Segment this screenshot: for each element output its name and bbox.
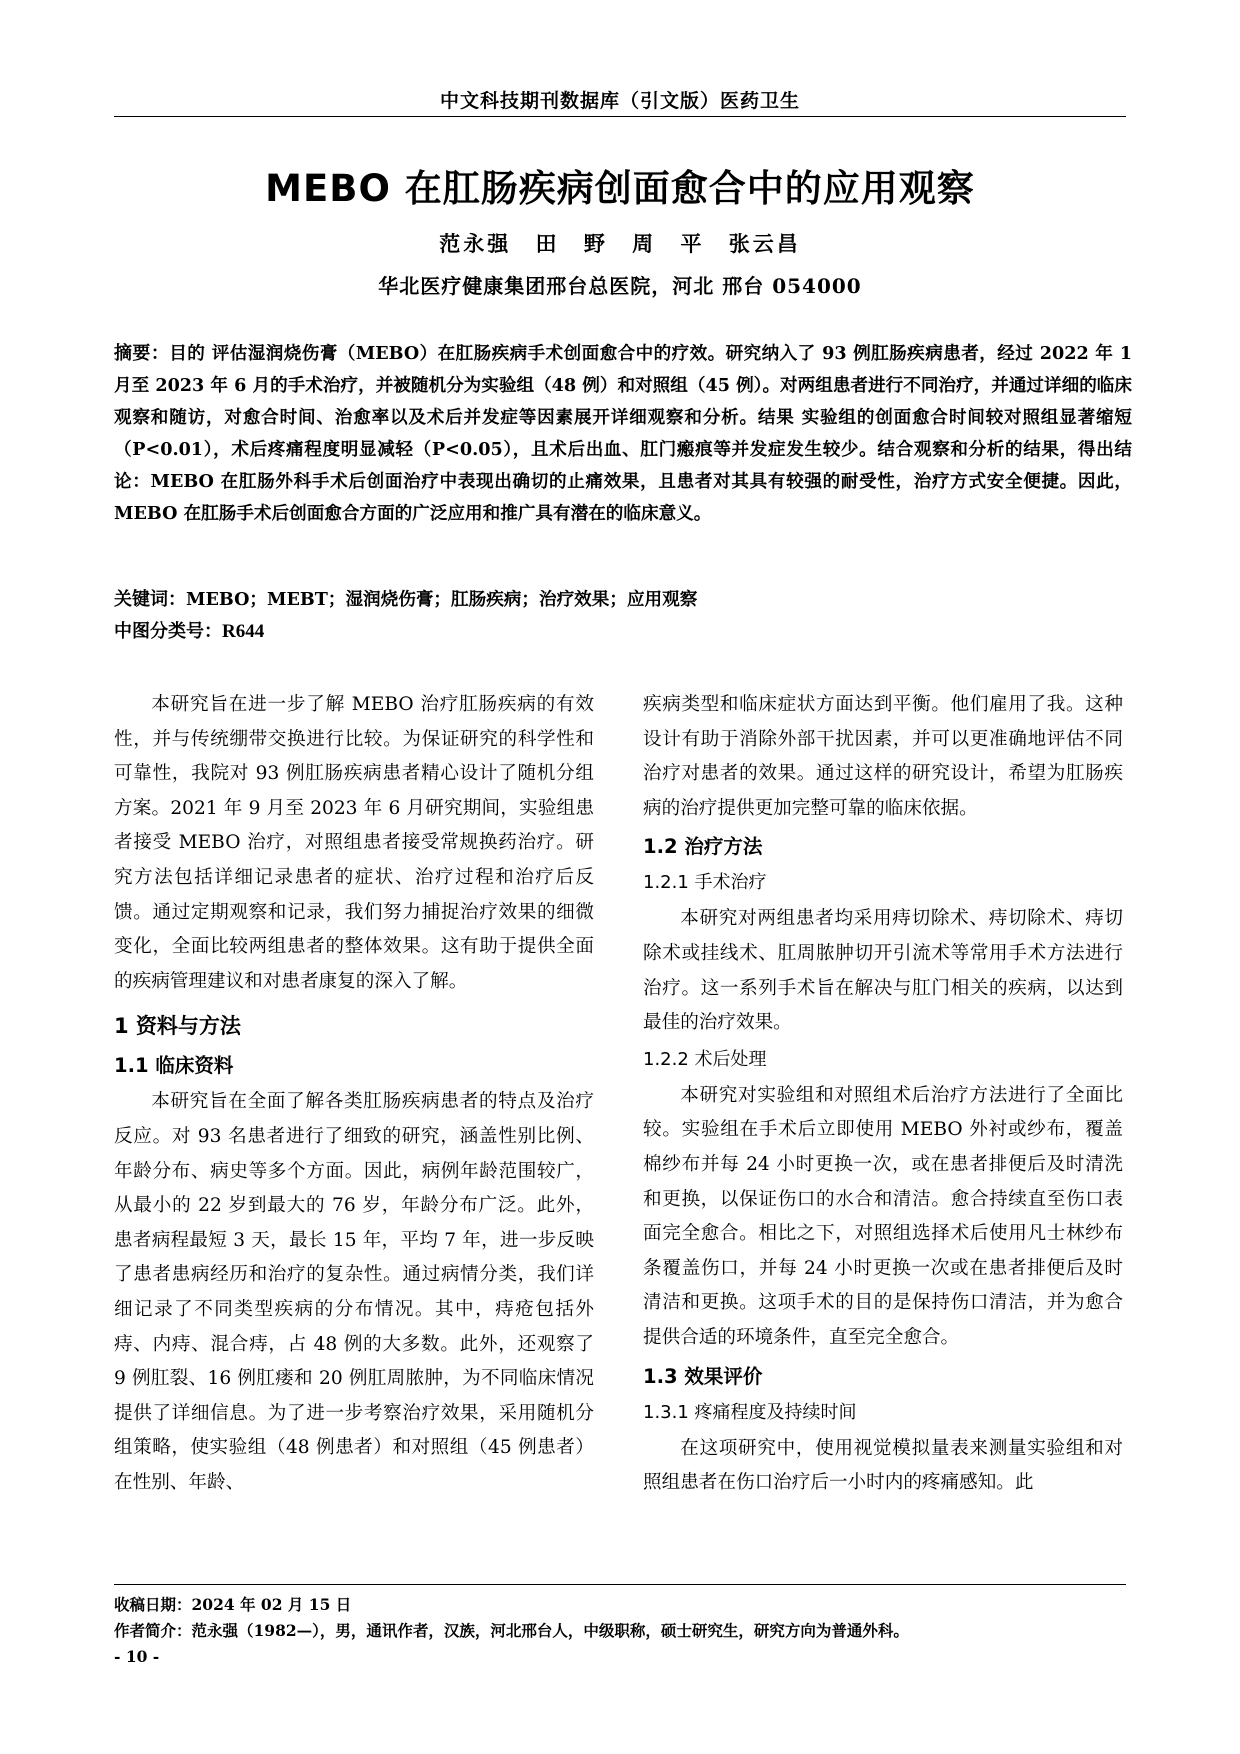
- abstract-text: 目的 评估湿润烧伤膏（MEBO）在肛肠疾病手术创面愈合中的疗效。研究纳入了 93 例肛肠疾病患者，经过 2022 年 1 月至 2023 年 6 月的手术治疗，并被随机分为实验组（48 例）和对照组（45 例）。对两组患者进行不同治疗，并通过详细的临床观察和随访，对愈合时间、治愈率以及术后并发症等因素展开详细观察和分析。结果 实验组的创面愈合时间较对照组显著缩短（P<0.01），术后疼痛程度明显减轻（P<0.05），且术后出血、肛门瘢痕等并发症发生较少。结合观察和分析的结果，得出结论：MEBO 在肛肠外科手术后创面治疗中表现出确切的止痛效果，且患者对其具有较强的耐受性，治疗方式安全便捷。因此，MEBO 在肛肠手术后创面愈合方面的广泛应用和推广具有潜在的临床意义。: [114, 343, 1133, 524]
- header-rule: [114, 116, 1126, 117]
- right-column: [643, 688, 1123, 1501]
- page-number: - 10 -: [114, 1647, 160, 1666]
- paper-title: MEBO 在肛肠疾病创面愈合中的应用观察: [265, 167, 975, 210]
- section-heading-1-3-1: 1.3.1 疼痛程度及持续时间: [643, 1401, 857, 1423]
- clc-label: 中图分类号：: [114, 621, 222, 642]
- pain-paragraph: 在这项研究中，使用视觉模拟量表来测量实验组和对照组患者在伤口治疗后一小时内的疼痛感知。此: [643, 1437, 1123, 1494]
- left-column: [114, 688, 594, 1500]
- footnotes: [114, 1592, 1132, 1670]
- section-heading-1: 1 资料与方法: [114, 1014, 241, 1039]
- author-bio: 作者简介：范永强（1982—），男，通讯作者，汉族，河北邢台人，中级职称，硕士研究生，研究方向为普通外科。: [114, 1621, 909, 1640]
- author-list: 范永强 田 野 周 平 张云昌: [439, 231, 801, 256]
- keywords-label: 关键词：: [114, 589, 186, 610]
- surgery-paragraph: 本研究对两组患者均采用痔切除术、痔切除术、痔切除术或挂线术、肛周脓肿切开引流术等常用手术方法进行治疗。这一系列手术旨在解决与肛门相关的疾病，以达到最佳的治疗效果。: [643, 908, 1123, 1034]
- footnote-rule: [114, 1584, 1126, 1585]
- abstract-label: 摘要：: [114, 343, 170, 364]
- continued-paragraph: 疾病类型和临床症状方面达到平衡。他们雇用了我。这种设计有助于消除外部干扰因素，并可以更准确地评估不同治疗对患者的效果。通过这样的研究设计，希望为肛肠疾病的治疗提供更加完整可靠的临床依据。: [643, 694, 1123, 819]
- clc-value: R644: [222, 621, 265, 642]
- received-date: 收稿日期：2024 年 02 月 15 日: [114, 1595, 352, 1614]
- affiliation: 华北医疗健康集团邢台总医院，河北 邢台 054000: [378, 274, 862, 298]
- clc-number: [114, 618, 1132, 646]
- section-heading-1-2-2: 1.2.2 术后处理: [643, 1048, 767, 1070]
- section-heading-1-3: 1.3 效果评价: [643, 1364, 763, 1388]
- keywords: [114, 586, 1132, 614]
- intro-paragraph: 本研究旨在进一步了解 MEBO 治疗肛肠疾病的有效性，并与传统绷带交换进行比较。为保证研究的科学性和可靠性，我院对 93 例肛肠疾病患者精心设计了随机分组方案。2021 年 9 月至 2023 年 6 月研究期间，实验组患者接受 MEBO 治疗，对照组患者接受常规换药治疗。研究方法包括详细记录患者的症状、治疗过程和治疗后反馈。通过定期观察和记录，我们努力捕捉治疗效果的细微变化，全面比较两组患者的整体效果。这有助于提供全面的疾病管理建议和对患者康复的深入了解。: [114, 694, 594, 992]
- keywords-text: MEBO；MEBT；湿润烧伤膏；肛肠疾病；治疗效果；应用观察: [186, 589, 698, 610]
- section-heading-1-2: 1.2 治疗方法: [643, 835, 763, 859]
- clinical-data-paragraph: 本研究旨在全面了解各类肛肠疾病患者的特点及治疗反应。对 93 名患者进行了细致的研究，涵盖性别比例、年龄分布、病史等多个方面。因此，病例年龄范围较广，从最小的 22 岁到最大的 76 岁，年龄分布广泛。此外，患者病程最短 3 天，最长 15 年，平均 7 年，进一步反映了患者患病经历和治疗的复杂性。通过病情分类，我们详细记录了不同类型疾病的分布情况。其中，痔疮包括外痔、内痔、混合痔，占 48 例的大多数。此外，还观察了 9 例肛裂、16 例肛瘘和 20 例肛周脓肿，为不同临床情况提供了详细信息。为了进一步考察治疗效果，采用随机分组策略，使实验组（48 例患者）和对照组（45 例患者）在性别、年龄、: [114, 1091, 594, 1493]
- running-head: 中文科技期刊数据库（引文版）医药卫生: [439, 90, 800, 112]
- postop-paragraph: 本研究对实验组和对照组术后治疗方法进行了全面比较。实验组在手术后立即使用 MEBO 外衬或纱布，覆盖棉纱布并每 24 小时更换一次，或在患者排便后及时清洗和更换，以保证伤口的水合和清洁。愈合持续直至伤口表面完全愈合。相比之下，对照组选择术后使用凡士林纱布条覆盖伤口，并每 24 小时更换一次或在患者排便后及时清洁和更换。这项手术的目的是保持伤口清洁，并为愈合提供合适的环境条件，直至完全愈合。: [643, 1084, 1123, 1348]
- abstract: [114, 338, 1132, 530]
- section-heading-1-1: 1.1 临床资料: [114, 1054, 234, 1078]
- section-heading-1-2-1: 1.2.1 手术治疗: [643, 872, 767, 894]
